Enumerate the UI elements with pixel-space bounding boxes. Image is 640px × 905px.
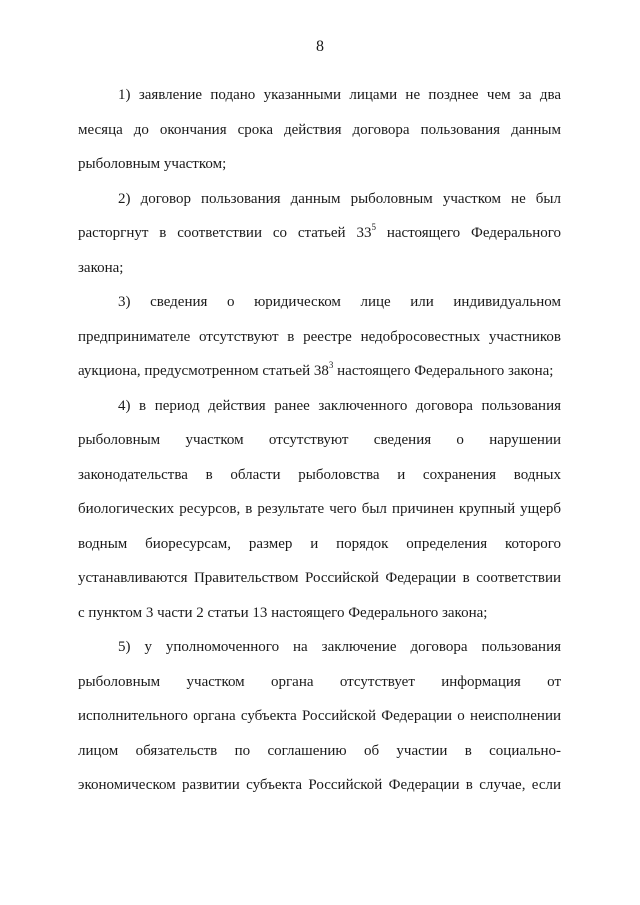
text-line: водным биоресурсам, размер и порядок определения которого — [78, 535, 561, 552]
article-superscript: 5 — [371, 222, 376, 232]
text-line: устанавливаются Правительством Российской Федерации в соответствии — [78, 570, 561, 586]
text-fragment: настоящего Федерального закона; — [333, 363, 554, 379]
text-line: рыболовным участком отсутствуют сведения о нарушении — [78, 432, 561, 448]
text-line: 2) договор пользования данным рыболовным участком не был — [118, 190, 561, 207]
text-line: рыболовным участком; — [78, 156, 227, 172]
text-line: закона; — [78, 259, 124, 276]
article-superscript: 3 — [328, 360, 334, 370]
text-fragment: расторгнут в соответствии со статьей 33 — [78, 225, 372, 241]
text-line: с пунктом 3 части 2 статьи 13 настоящего Федерального закона; — [78, 604, 488, 621]
text-line: месяца до окончания срока действия договора пользования данным — [78, 121, 561, 138]
text-line: предпринимателе отсутствуют в реестре недобросовестных участников — [78, 328, 561, 345]
text-line: экономическом развитии субъекта Российской Федерации в случае, если — [78, 777, 561, 793]
paragraph-1 — [78, 78, 561, 182]
page-number: 8 — [316, 38, 324, 55]
text-line: рыболовным участком органа отсутствует информация от — [78, 673, 561, 690]
paragraph-2 — [78, 182, 561, 286]
text-line: законодательства в области рыболовства и сохранения водных — [78, 466, 561, 483]
text-line: 4) в период действия ранее заключенного договора пользования — [118, 397, 561, 414]
document-body — [78, 78, 561, 803]
text-line: 1) заявление подано указанными лицами не позднее чем за два — [118, 87, 561, 103]
paragraph-4 — [78, 389, 561, 631]
paragraph-5 — [78, 630, 561, 803]
text-fragment: аукциона, предусмотренном статьей 38 — [78, 363, 329, 379]
text-line: 5) у уполномоченного на заключение договора пользования — [118, 639, 561, 655]
text-line: лицом обязательств по соглашению об участии в социально- — [78, 742, 561, 759]
text-line-with-superscript — [78, 216, 561, 251]
paragraph-3 — [78, 285, 561, 389]
text-line: исполнительного органа субъекта Российской Федерации о неисполнении — [78, 708, 561, 724]
text-line-with-superscript — [78, 354, 561, 389]
text-line: биологических ресурсов, в результате чего был причинен крупный ущерб — [78, 501, 561, 517]
text-fragment: настоящего Федерального — [375, 225, 561, 241]
text-line: 3) сведения о юридическом лице или индивидуальном — [118, 294, 561, 310]
